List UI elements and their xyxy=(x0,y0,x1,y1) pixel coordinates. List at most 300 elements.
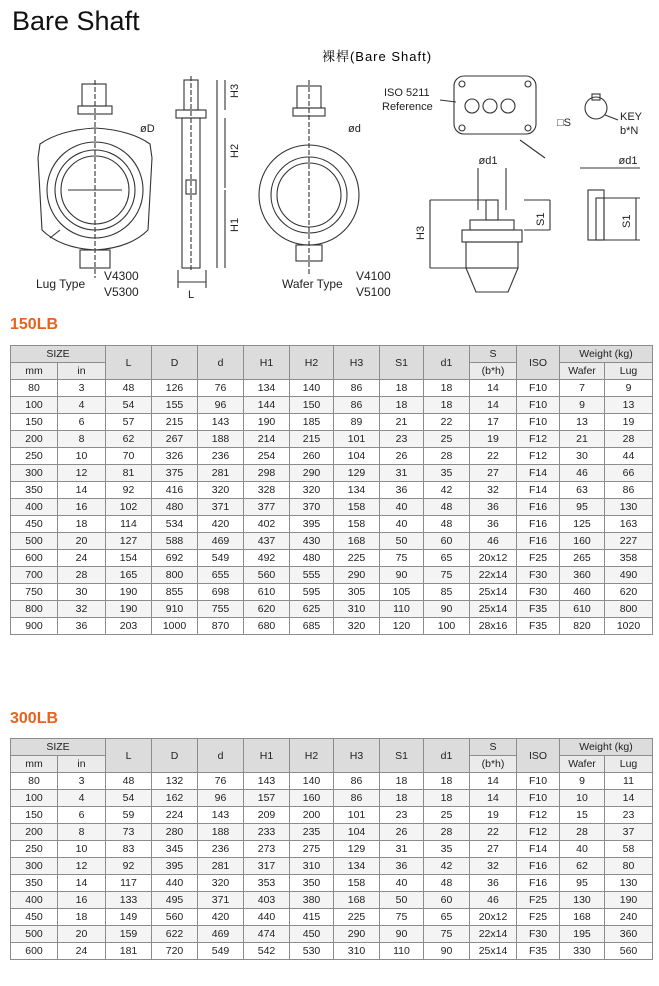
table-cell: 85 xyxy=(424,584,470,601)
table-cell: 6 xyxy=(58,807,106,824)
table-cell: 800 xyxy=(152,567,198,584)
table-cell: 130 xyxy=(560,892,605,909)
table-cell: 22x14 xyxy=(470,567,517,584)
table-cell: F25 xyxy=(517,909,560,926)
table-cell: 140 xyxy=(290,773,334,790)
table-cell: 90 xyxy=(380,567,424,584)
table-cell: 555 xyxy=(290,567,334,584)
table-cell: 24 xyxy=(58,943,106,960)
table-cell: F12 xyxy=(517,807,560,824)
table-cell: F16 xyxy=(517,516,560,533)
table-cell: 14 xyxy=(470,773,517,790)
table-cell: F25 xyxy=(517,892,560,909)
header-iso: ISO xyxy=(517,739,560,773)
table-cell: 60 xyxy=(424,533,470,550)
table-row xyxy=(11,516,653,533)
table-cell: 40 xyxy=(380,499,424,516)
header-D: D xyxy=(152,739,198,773)
table-cell: 440 xyxy=(244,909,290,926)
table-cell: 19 xyxy=(470,431,517,448)
table-cell: 281 xyxy=(198,858,244,875)
table-cell: 129 xyxy=(334,841,380,858)
table-cell: 200 xyxy=(290,807,334,824)
table-cell: 48 xyxy=(106,380,152,397)
table-cell: 168 xyxy=(334,892,380,909)
table-cell: 22 xyxy=(470,448,517,465)
table-cell: 18 xyxy=(380,790,424,807)
table-cell: 380 xyxy=(290,892,334,909)
table-row xyxy=(11,584,653,601)
table-row xyxy=(11,892,653,909)
table-cell: 114 xyxy=(106,516,152,533)
table-cell: 480 xyxy=(290,550,334,567)
table-body-150lb xyxy=(11,380,653,635)
table-cell: 96 xyxy=(198,790,244,807)
table-cell: 416 xyxy=(152,482,198,499)
header-weight: Weight (kg) xyxy=(560,346,653,363)
table-row xyxy=(11,465,653,482)
table-cell: 22x14 xyxy=(470,926,517,943)
dim-H1-label: H1 xyxy=(229,217,241,232)
table-cell: 75 xyxy=(424,567,470,584)
table-cell: 870 xyxy=(198,618,244,635)
table-cell: 62 xyxy=(106,431,152,448)
valve-side-view xyxy=(176,76,225,288)
table-cell: 190 xyxy=(244,414,290,431)
table-cell: 290 xyxy=(290,465,334,482)
table-cell: 215 xyxy=(290,431,334,448)
table-cell: 610 xyxy=(560,601,605,618)
table-cell: 224 xyxy=(152,807,198,824)
table-row xyxy=(11,773,653,790)
table-cell: 469 xyxy=(198,926,244,943)
table-cell: 320 xyxy=(290,482,334,499)
table-cell: 42 xyxy=(424,482,470,499)
table-cell: 188 xyxy=(198,824,244,841)
lug-type-label: Lug Type xyxy=(36,277,86,291)
table-cell: F10 xyxy=(517,790,560,807)
table-cell: 19 xyxy=(605,414,653,431)
table-cell: 10 xyxy=(58,841,106,858)
table-cell: 80 xyxy=(605,858,653,875)
table-cell: 143 xyxy=(198,807,244,824)
header-d: d xyxy=(198,739,244,773)
table-cell: 16 xyxy=(58,499,106,516)
table-row xyxy=(11,824,653,841)
table-cell: 350 xyxy=(11,875,58,892)
table-cell: 30 xyxy=(560,448,605,465)
table-cell: 560 xyxy=(244,567,290,584)
key-label-2: b*N xyxy=(620,125,639,137)
table-cell: 150 xyxy=(290,397,334,414)
key-detail xyxy=(585,94,618,120)
table-cell: 86 xyxy=(334,773,380,790)
table-cell: 26 xyxy=(380,448,424,465)
table-cell: 9 xyxy=(560,397,605,414)
header-lug: Lug xyxy=(605,756,653,773)
bare-shaft-drawing xyxy=(0,40,659,308)
table-cell: F16 xyxy=(517,533,560,550)
dim-d-label: ød xyxy=(348,123,361,135)
table-cell: 236 xyxy=(198,841,244,858)
table-cell: 48 xyxy=(424,499,470,516)
iso-label-2: Reference xyxy=(382,101,433,113)
table-cell: 57 xyxy=(106,414,152,431)
table-cell: 353 xyxy=(244,875,290,892)
table-cell: 143 xyxy=(244,773,290,790)
table-cell: 9 xyxy=(560,773,605,790)
table-row xyxy=(11,858,653,875)
table-cell: 25 xyxy=(424,431,470,448)
header-S1: S1 xyxy=(380,346,424,380)
table-cell: 542 xyxy=(244,943,290,960)
table-cell: 310 xyxy=(334,601,380,618)
table-cell: 360 xyxy=(605,926,653,943)
table-cell: 14 xyxy=(605,790,653,807)
table-cell: 101 xyxy=(334,431,380,448)
table-cell: 65 xyxy=(424,909,470,926)
table-row xyxy=(11,926,653,943)
table-cell: 15 xyxy=(560,807,605,824)
table-cell: 20x12 xyxy=(470,909,517,926)
dim-d1-left-label: ød1 xyxy=(478,155,498,167)
table-cell: 20 xyxy=(58,926,106,943)
table-cell: 698 xyxy=(198,584,244,601)
table-cell: 46 xyxy=(470,533,517,550)
table-cell: F10 xyxy=(517,380,560,397)
table-cell: 190 xyxy=(605,892,653,909)
table-cell: 143 xyxy=(198,414,244,431)
table-cell: 375 xyxy=(152,465,198,482)
table-cell: 83 xyxy=(106,841,152,858)
table-cell: 44 xyxy=(605,448,653,465)
table-cell: 900 xyxy=(11,618,58,635)
table-cell: 40 xyxy=(380,516,424,533)
table-cell: 320 xyxy=(334,618,380,635)
table-cell: F16 xyxy=(517,875,560,892)
table-cell: 18 xyxy=(380,773,424,790)
table-cell: 430 xyxy=(290,533,334,550)
header-S: S xyxy=(470,739,517,756)
shaft-detail-right xyxy=(580,168,640,240)
table-cell: 377 xyxy=(244,499,290,516)
table-cell: 158 xyxy=(334,516,380,533)
table-cell: 350 xyxy=(290,875,334,892)
header-H1: H1 xyxy=(244,739,290,773)
header-S1: S1 xyxy=(380,739,424,773)
table-cell: 110 xyxy=(380,943,424,960)
table-cell: 105 xyxy=(380,584,424,601)
table-cell: 625 xyxy=(290,601,334,618)
table-cell: 620 xyxy=(605,584,653,601)
table-cell: 76 xyxy=(198,773,244,790)
table-cell: 32 xyxy=(470,482,517,499)
table-cell: 350 xyxy=(11,482,58,499)
table-cell: 195 xyxy=(560,926,605,943)
table-cell: F14 xyxy=(517,841,560,858)
table-cell: 95 xyxy=(560,875,605,892)
table-cell: 209 xyxy=(244,807,290,824)
table-cell: F10 xyxy=(517,773,560,790)
lug-model-1: V4300 xyxy=(104,269,139,283)
header-L: L xyxy=(106,346,152,380)
table-cell: 18 xyxy=(380,380,424,397)
table-cell: 36 xyxy=(470,499,517,516)
table-cell: 203 xyxy=(106,618,152,635)
table-row xyxy=(11,943,653,960)
table-cell: 360 xyxy=(560,567,605,584)
table-cell: 25x14 xyxy=(470,584,517,601)
table-cell: 181 xyxy=(106,943,152,960)
table-cell: 720 xyxy=(152,943,198,960)
table-cell: 158 xyxy=(334,875,380,892)
header-size: SIZE xyxy=(11,739,106,756)
table-cell: 214 xyxy=(244,431,290,448)
table-cell: 371 xyxy=(198,499,244,516)
table-cell: 28x16 xyxy=(470,618,517,635)
table-row xyxy=(11,482,653,499)
table-cell: 800 xyxy=(11,601,58,618)
table-row xyxy=(11,550,653,567)
header-H3: H3 xyxy=(334,346,380,380)
table-cell: 27 xyxy=(470,465,517,482)
table-cell: 14 xyxy=(58,875,106,892)
table-cell: 42 xyxy=(424,858,470,875)
table-row xyxy=(11,431,653,448)
wafer-type-label: Wafer Type xyxy=(282,277,343,291)
table-cell: 549 xyxy=(198,550,244,567)
table-cell: 160 xyxy=(290,790,334,807)
table-cell: 254 xyxy=(244,448,290,465)
table-cell: 490 xyxy=(605,567,653,584)
table-cell: 700 xyxy=(11,567,58,584)
table-cell: 154 xyxy=(106,550,152,567)
table-cell: 10 xyxy=(58,448,106,465)
header-wafer: Wafer xyxy=(560,756,605,773)
table-cell: 600 xyxy=(11,943,58,960)
table-cell: 100 xyxy=(11,790,58,807)
table-cell: 157 xyxy=(244,790,290,807)
table-cell: 11 xyxy=(605,773,653,790)
table-cell: 36 xyxy=(380,482,424,499)
table-cell: 317 xyxy=(244,858,290,875)
table-cell: 92 xyxy=(106,482,152,499)
table-cell: 12 xyxy=(58,858,106,875)
header-D: D xyxy=(152,346,198,380)
table-cell: 9 xyxy=(605,380,653,397)
table-cell: 655 xyxy=(198,567,244,584)
table-cell: 86 xyxy=(334,380,380,397)
table-cell: 250 xyxy=(11,841,58,858)
dim-S-label: □S xyxy=(557,117,571,129)
table-cell: F30 xyxy=(517,584,560,601)
table-cell: 37 xyxy=(605,824,653,841)
spec-table-300lb xyxy=(10,738,653,960)
table-cell: 54 xyxy=(106,397,152,414)
table-cell: 165 xyxy=(106,567,152,584)
table-cell: 910 xyxy=(152,601,198,618)
table-cell: 534 xyxy=(152,516,198,533)
table-row xyxy=(11,567,653,584)
table-row xyxy=(11,533,653,550)
table-cell: 500 xyxy=(11,533,58,550)
table-cell: 95 xyxy=(560,499,605,516)
wafer-valve-front-view xyxy=(259,80,361,276)
table-cell: 58 xyxy=(605,841,653,858)
header-S: S xyxy=(470,346,517,363)
table-cell: 155 xyxy=(152,397,198,414)
table-cell: 820 xyxy=(560,618,605,635)
table-cell: F12 xyxy=(517,824,560,841)
table-cell: 162 xyxy=(152,790,198,807)
header-bh: (b*h) xyxy=(470,756,517,773)
table-cell: 300 xyxy=(11,858,58,875)
table-row xyxy=(11,841,653,858)
table-cell: 18 xyxy=(424,773,470,790)
table-cell: 328 xyxy=(244,482,290,499)
table-cell: 23 xyxy=(380,431,424,448)
table-cell: 32 xyxy=(58,601,106,618)
table-cell: 280 xyxy=(152,824,198,841)
table-cell: 692 xyxy=(152,550,198,567)
table-cell: F12 xyxy=(517,431,560,448)
table-cell: 24 xyxy=(58,550,106,567)
table-cell: 290 xyxy=(334,926,380,943)
table-cell: 233 xyxy=(244,824,290,841)
table-cell: 188 xyxy=(198,431,244,448)
table-cell: 127 xyxy=(106,533,152,550)
table-row xyxy=(11,499,653,516)
table-cell: 75 xyxy=(380,550,424,567)
table-cell: 18 xyxy=(380,397,424,414)
table-row xyxy=(11,875,653,892)
table-cell: 25x14 xyxy=(470,601,517,618)
table-cell: 402 xyxy=(244,516,290,533)
table-cell: 370 xyxy=(290,499,334,516)
table-cell: 25 xyxy=(424,807,470,824)
header-iso: ISO xyxy=(517,346,560,380)
table-cell: 7 xyxy=(560,380,605,397)
lug-valve-front-view xyxy=(38,80,155,278)
dim-D-label: øD xyxy=(140,123,155,135)
table-cell: 36 xyxy=(380,858,424,875)
drawing-caption: 裸桿(Bare Shaft) xyxy=(321,49,433,64)
wafer-model-2: V5100 xyxy=(356,285,391,299)
table-cell: 240 xyxy=(605,909,653,926)
table-cell: 31 xyxy=(380,465,424,482)
table-cell: F30 xyxy=(517,567,560,584)
table-cell: F10 xyxy=(517,397,560,414)
table-cell: F25 xyxy=(517,550,560,567)
key-label-1: KEY xyxy=(620,111,643,123)
table-cell: 620 xyxy=(244,601,290,618)
table-cell: 3 xyxy=(58,380,106,397)
table-cell: 86 xyxy=(605,482,653,499)
table-cell: 168 xyxy=(334,533,380,550)
header-wafer: Wafer xyxy=(560,363,605,380)
table-cell: 102 xyxy=(106,499,152,516)
table-cell: 40 xyxy=(560,841,605,858)
table-cell: 48 xyxy=(424,875,470,892)
table-cell: 100 xyxy=(11,397,58,414)
header-H3: H3 xyxy=(334,739,380,773)
dim-S1-right-label: S1 xyxy=(621,214,633,228)
table-cell: 750 xyxy=(11,584,58,601)
table-cell: 310 xyxy=(334,943,380,960)
table-cell: 63 xyxy=(560,482,605,499)
table-row xyxy=(11,807,653,824)
table-cell: 273 xyxy=(244,841,290,858)
table-cell: 16 xyxy=(58,892,106,909)
table-cell: 60 xyxy=(424,892,470,909)
table-cell: 420 xyxy=(198,516,244,533)
table-cell: 225 xyxy=(334,909,380,926)
table-cell: 450 xyxy=(290,926,334,943)
table-cell: 150 xyxy=(11,807,58,824)
table-cell: 159 xyxy=(106,926,152,943)
table-cell: 330 xyxy=(560,943,605,960)
table-cell: 120 xyxy=(380,618,424,635)
table-cell: 168 xyxy=(560,909,605,926)
table-cell: 440 xyxy=(152,875,198,892)
dim-d1-right-label: ød1 xyxy=(618,155,638,167)
table-cell: 1020 xyxy=(605,618,653,635)
table-cell: 495 xyxy=(152,892,198,909)
table-cell: 101 xyxy=(334,807,380,824)
table-cell: 236 xyxy=(198,448,244,465)
table-cell: 395 xyxy=(152,858,198,875)
table-cell: 89 xyxy=(334,414,380,431)
table-cell: 685 xyxy=(290,618,334,635)
spec-table-150lb xyxy=(10,345,653,635)
table-cell: 46 xyxy=(470,892,517,909)
table-cell: F35 xyxy=(517,943,560,960)
table-cell: 185 xyxy=(290,414,334,431)
table-cell: 345 xyxy=(152,841,198,858)
iso-label-1: ISO 5211 xyxy=(384,87,430,99)
table-cell: 595 xyxy=(290,584,334,601)
table-cell: 54 xyxy=(106,790,152,807)
header-mm: mm xyxy=(11,363,58,380)
table-cell: 22 xyxy=(470,824,517,841)
table-cell: 14 xyxy=(58,482,106,499)
table-cell: 40 xyxy=(380,875,424,892)
table-cell: 755 xyxy=(198,601,244,618)
table-cell: 48 xyxy=(424,516,470,533)
table-row xyxy=(11,397,653,414)
table-cell: 32 xyxy=(470,858,517,875)
table-cell: 133 xyxy=(106,892,152,909)
table-cell: 225 xyxy=(334,550,380,567)
table-cell: 250 xyxy=(11,448,58,465)
table-cell: 358 xyxy=(605,550,653,567)
dim-H2-label: H2 xyxy=(229,143,241,158)
table-cell: 415 xyxy=(290,909,334,926)
table-cell: 59 xyxy=(106,807,152,824)
table-row xyxy=(11,618,653,635)
table-cell: 14 xyxy=(470,380,517,397)
table-cell: 26 xyxy=(380,824,424,841)
table-row xyxy=(11,790,653,807)
table-cell: 622 xyxy=(152,926,198,943)
table-cell: 474 xyxy=(244,926,290,943)
table-cell: 28 xyxy=(424,448,470,465)
table-cell: 8 xyxy=(58,824,106,841)
table-cell: 560 xyxy=(152,909,198,926)
table-cell: 160 xyxy=(560,533,605,550)
table-cell: 125 xyxy=(560,516,605,533)
table-cell: 30 xyxy=(58,584,106,601)
